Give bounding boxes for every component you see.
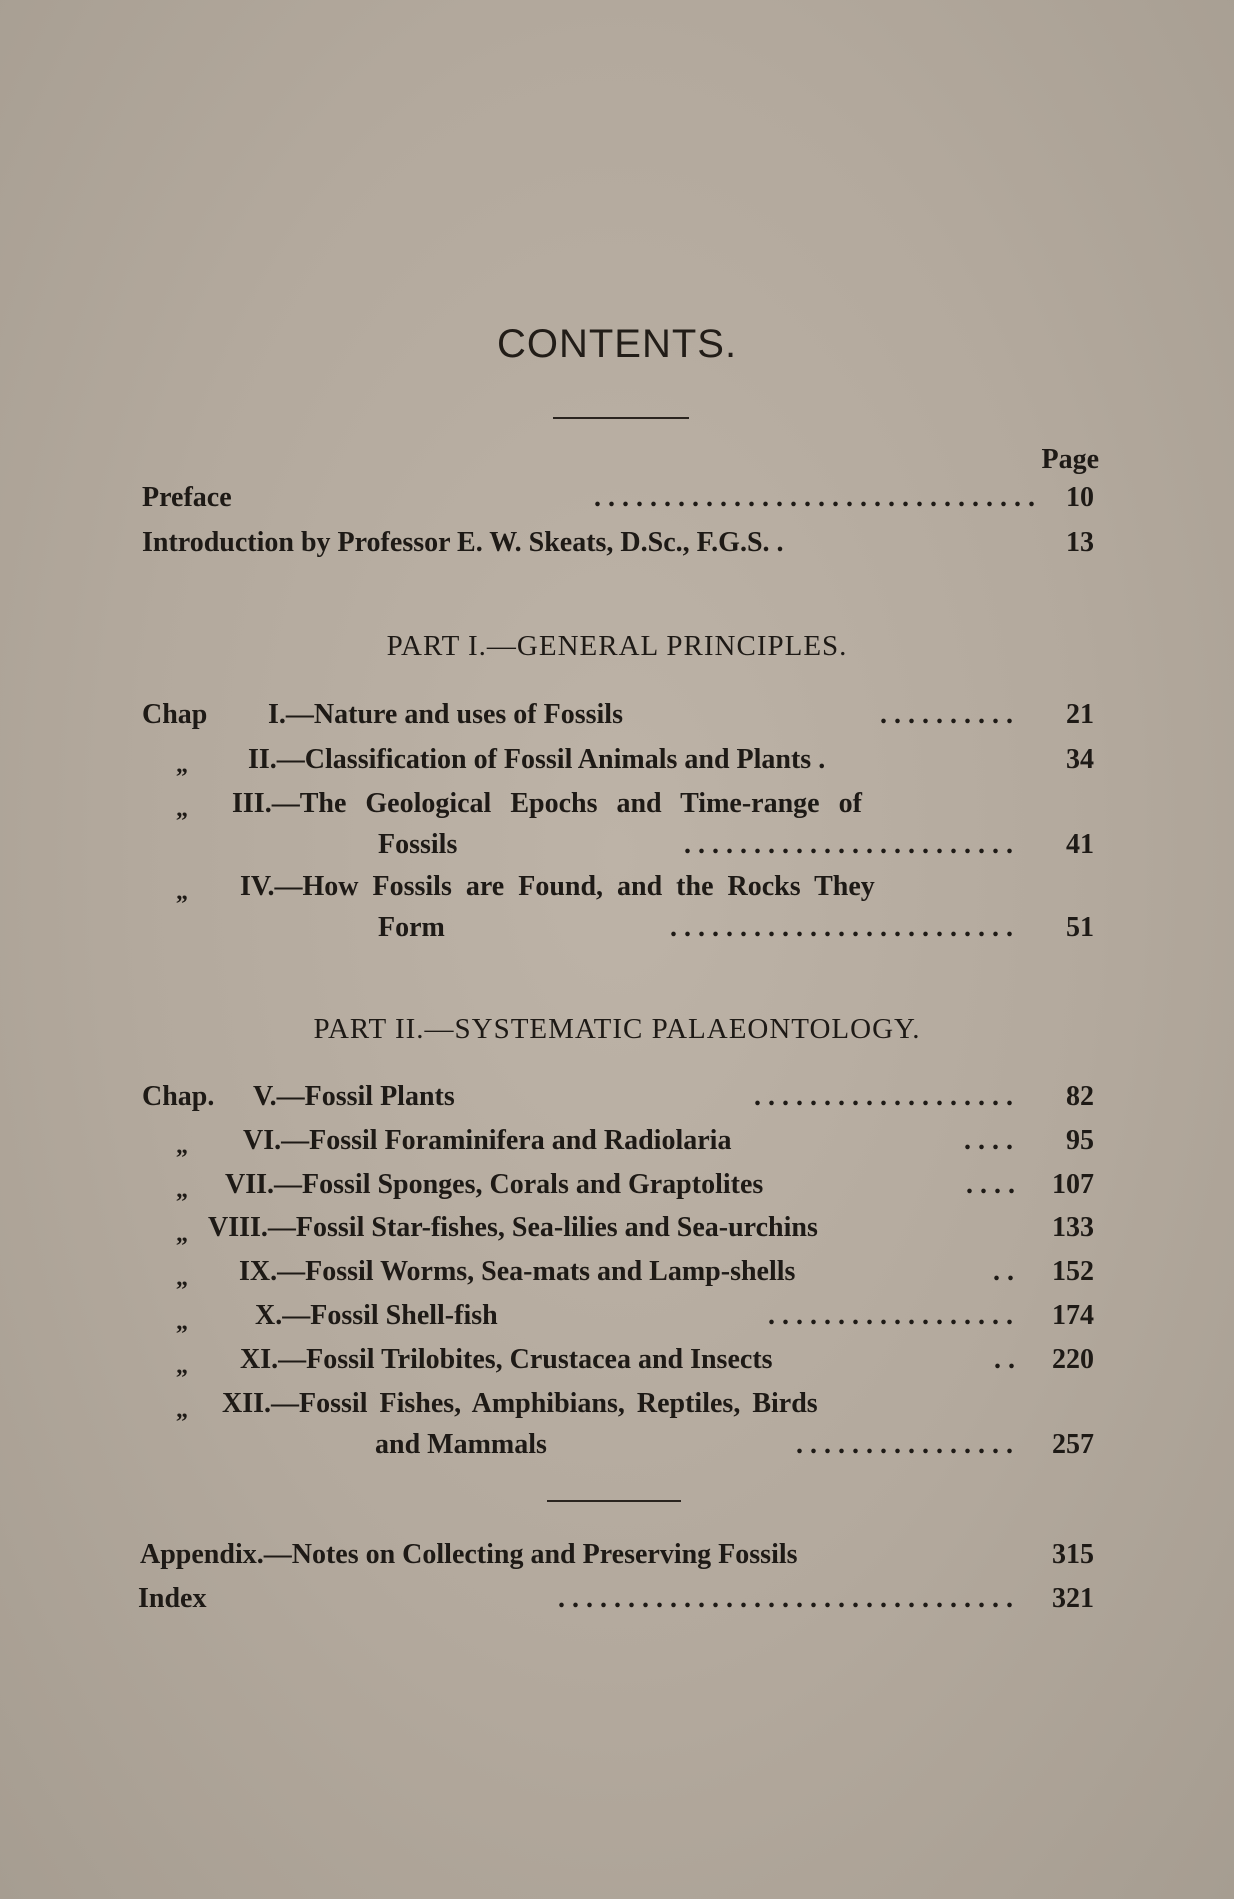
ditto-mark: „ xyxy=(176,1309,188,1335)
page-number: 51 xyxy=(1066,912,1094,943)
part-1-heading: PART I.—GENERAL PRINCIPLES. xyxy=(386,630,848,662)
entry-title: XI.—Fossil Trilobites, Crustacea and Insects xyxy=(240,1344,773,1375)
chap-label xyxy=(142,1081,232,1121)
ditto-mark: „ xyxy=(176,1353,188,1379)
leader-dots: . . . . . . . . . . . . . . . . . . . . . . . . xyxy=(684,829,1013,860)
page-column-header: Page xyxy=(1041,444,1099,475)
entry-title: IX.—Fossil Worms, Sea-mats and Lamp-shells xyxy=(239,1256,796,1287)
leader-dots: . . . . . . . . . . . . . . . . . . . . . . . . . . . . . . . . xyxy=(594,482,1035,513)
leader-dots: . . . . . . . . . . . . . . . . . . . xyxy=(754,1081,1013,1112)
page-number: 10 xyxy=(1066,482,1094,513)
chap-label xyxy=(142,699,222,739)
entry-title: VII.—Fossil Sponges, Corals and Graptolites xyxy=(225,1169,764,1200)
leader-dots: . . . . xyxy=(964,1125,1013,1156)
entry-title: VIII.—Fossil Star-fishes, Sea-lilies and Sea-urchins xyxy=(208,1212,818,1243)
leader-dots: . . . . . . . . . . . . . . . . xyxy=(796,1429,1013,1460)
entry-title: I.—Nature and uses of Fossils xyxy=(268,699,623,730)
part-2-heading: PART II.—SYSTEMATIC PALAEONTOLOGY. xyxy=(313,1013,921,1045)
entry-title: Appendix.—Notes on Collecting and Preserving Fossils xyxy=(140,1539,798,1570)
toc-entry-chap-3-cont xyxy=(378,829,1013,869)
toc-entry-chap-12[interactable] xyxy=(222,1388,1017,1428)
toc-entry-chap-6[interactable] xyxy=(243,1125,1013,1165)
toc-entry-introduction[interactable] xyxy=(142,527,1035,567)
page-number: 41 xyxy=(1066,829,1094,860)
leader-dots: . . . . . . . . . . xyxy=(880,699,1013,730)
leader-dots: . . xyxy=(994,1344,1015,1375)
ditto-mark: „ xyxy=(176,1177,188,1203)
page-number: 152 xyxy=(1052,1256,1094,1287)
page-number: 133 xyxy=(1052,1212,1094,1243)
entry-title: VI.—Fossil Foraminifera and Radiolaria xyxy=(243,1125,732,1156)
entry-title: V.—Fossil Plants xyxy=(253,1081,455,1112)
leader-dots: . . xyxy=(993,1256,1014,1287)
ditto-mark: „ xyxy=(176,752,188,778)
toc-entry-chap-2[interactable] xyxy=(248,744,1028,784)
entry-title-cont: and Mammals xyxy=(375,1429,547,1460)
entry-title: Index xyxy=(138,1583,207,1614)
ditto-mark: „ xyxy=(176,1397,188,1423)
toc-entry-chap-12-cont xyxy=(375,1429,1013,1469)
entry-title: Introduction by Professor E. W. Skeats, D.Sc., F.G.S. . xyxy=(142,527,784,558)
chap-label-text: Chap. xyxy=(142,1081,215,1112)
page-number: 13 xyxy=(1066,527,1094,558)
entry-title: Preface xyxy=(142,482,232,513)
page-number: 315 xyxy=(1052,1539,1094,1570)
page-number: 107 xyxy=(1052,1169,1094,1200)
toc-entry-chap-4[interactable] xyxy=(240,871,1020,911)
toc-entry-index[interactable] xyxy=(138,1583,1013,1623)
toc-entry-chap-9[interactable] xyxy=(239,1256,1014,1296)
page-number: 257 xyxy=(1052,1429,1094,1460)
toc-entry-chap-4-cont xyxy=(378,912,1013,952)
toc-entry-chap-3[interactable] xyxy=(232,788,1022,828)
toc-entry-chap-1[interactable] xyxy=(268,699,1013,739)
entry-title-cont: Fossils xyxy=(378,829,458,860)
toc-entry-chap-8[interactable] xyxy=(208,1212,1018,1252)
leader-dots: . . . . . . . . . . . . . . . . . . xyxy=(768,1300,1013,1331)
entry-title-cont: Form xyxy=(378,912,445,943)
page-number: 95 xyxy=(1066,1125,1094,1156)
ditto-mark: „ xyxy=(176,879,188,905)
page-number: 82 xyxy=(1066,1081,1094,1112)
entry-title: XII.—Fossil Fishes, Amphibians, Reptiles, Birds xyxy=(222,1388,818,1419)
toc-entry-appendix[interactable] xyxy=(140,1539,1020,1579)
toc-entry-chap-5[interactable] xyxy=(253,1081,1013,1121)
ditto-mark: „ xyxy=(176,1133,188,1159)
page-number: 21 xyxy=(1066,699,1094,730)
entry-title: IV.—How Fossils are Found, and the Rocks They xyxy=(240,871,875,902)
toc-entry-chap-7[interactable] xyxy=(225,1169,1015,1209)
leader-dots: . . . . . . . . . . . . . . . . . . . . . . . . . xyxy=(670,912,1013,943)
chap-label-text: Chap xyxy=(142,699,208,730)
ditto-mark: „ xyxy=(176,1265,188,1291)
title-rule xyxy=(553,417,689,419)
page-number: 321 xyxy=(1052,1583,1094,1614)
entry-title: X.—Fossil Shell-fish xyxy=(255,1300,498,1331)
section-rule xyxy=(547,1500,681,1502)
page-title: CONTENTS. xyxy=(496,322,738,366)
ditto-mark: „ xyxy=(176,1221,188,1247)
toc-entry-preface[interactable] xyxy=(142,482,1035,522)
toc-entry-chap-11[interactable] xyxy=(240,1344,1015,1384)
ditto-mark: „ xyxy=(176,796,188,822)
leader-dots: . . . . xyxy=(966,1169,1015,1200)
entry-title: II.—Classification of Fossil Animals and Plants . xyxy=(248,744,826,775)
page-number: 174 xyxy=(1052,1300,1094,1331)
toc-entry-chap-10[interactable] xyxy=(255,1300,1013,1340)
leader-dots: . . . . . . . . . . . . . . . . . . . . . . . . . . . . . . . . . xyxy=(558,1583,1013,1614)
page-number: 220 xyxy=(1052,1344,1094,1375)
entry-title: III.—The Geological Epochs and Time-range of xyxy=(232,788,862,819)
page-number: 34 xyxy=(1066,744,1094,775)
